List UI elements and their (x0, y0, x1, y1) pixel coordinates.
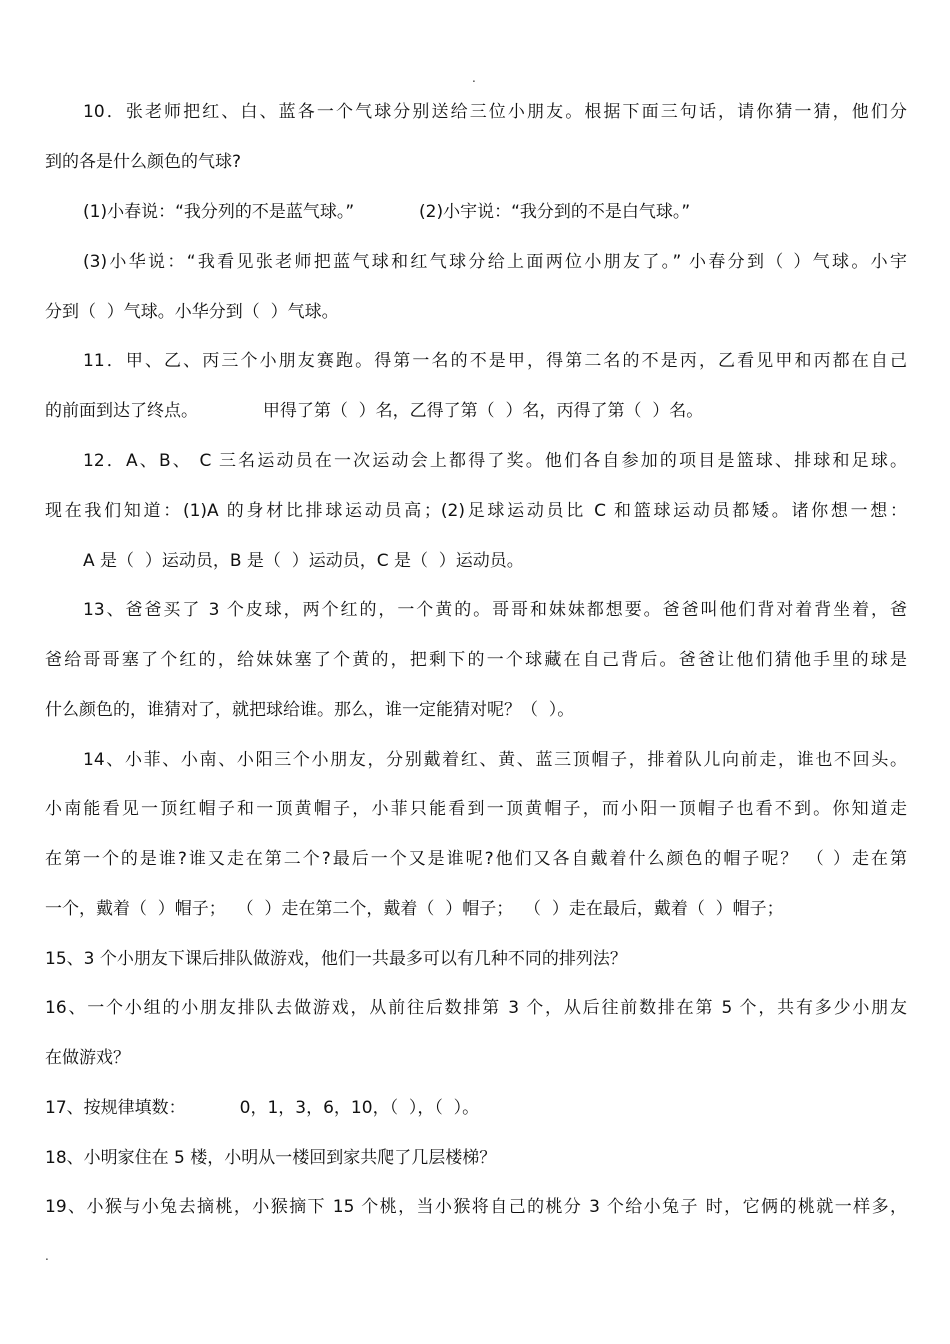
q12-line-2: 现在我们知道：(1)A 的身材比排球运动员高；(2)足球运动员比 C 和篮球运动员都矮。诸你想一想： (45, 501, 907, 521)
q14-line-1: 14、小菲、小南、小阳三个小朋友，分别戴着红、黄、蓝三顶帽子，排着队儿向前走，谁也不回头。 (83, 750, 907, 770)
q10-line-1: 10．张老师把红、白、蓝各一个气球分别送给三位小朋友。根据下面三句话，请你猜一猜，他们分 (83, 102, 907, 122)
q12-line-1: 12．A、B、 C 三名运动员在一次运动会上都得了奖。他们各自参加的项目是篮球、排球和足球。 (83, 451, 907, 471)
q14-line-3: 在第一个的是谁?谁又走在第二个?最后一个又是谁呢?他们又各自戴着什么颜色的帽子呢？ （ ）走在第 (45, 849, 907, 869)
q10-line-3: (1)小春说：“我分列的不是蓝气球。” (2)小宇说：“我分到的不是白气球。” (83, 202, 691, 222)
q15-line-1: 15、3 个小朋友下课后排队做游戏，他们一共最多可以有几种不同的排列法？ (45, 949, 627, 969)
q11-line-1: 11．甲、乙、丙三个小朋友赛跑。得第一名的不是甲，得第二名的不是丙，乙看见甲和丙都在自己 (83, 351, 907, 371)
q14-line-4: 一个，戴着（ ）帽子； （ ）走在第二个，戴着（ ）帽子； （ ）走在最后，戴着（ ）帽子； (45, 899, 784, 919)
page-footer-dot: . (45, 1249, 49, 1263)
q12-line-3: A 是（ ）运动员，B 是（ ）运动员，C 是（ ）运动员。 (83, 551, 524, 571)
q14-line-2: 小南能看见一顶红帽子和一顶黄帽子，小菲只能看到一顶黄帽子，而小阳一顶帽子也看不到。你知道走 (45, 799, 907, 819)
q13-line-1: 13、爸爸买了 3 个皮球，两个红的，一个黄的。哥哥和妹妹都想要。爸爸叫他们背对着背坐着，爸 (83, 600, 907, 620)
q19-line-1: 19、小猴与小兔去摘桃，小猴摘下 15 个桃，当小猴将自己的桃分 3 个给小兔子 时，它俩的桃就一样多， (45, 1197, 907, 1217)
q11-line-2: 的前面到达了终点。 甲得了第（ ）名，乙得了第（ ）名，丙得了第（ ）名。 (45, 401, 704, 421)
q13-line-2: 爸给哥哥塞了个红的，给妹妹塞了个黄的，把剩下的一个球藏在自己背后。爸爸让他们猜他手里的球是 (45, 650, 907, 670)
q10-line-5: 分到（ ）气球。小华分到（ ）气球。 (45, 302, 339, 322)
page-header-dot: . (472, 71, 476, 85)
q16-line-2: 在做游戏？ (45, 1048, 130, 1068)
q10-line-4: (3)小华说：“我看见张老师把蓝气球和红气球分给上面两位小朋友了。” 小春分到（ ）气球。小宇 (83, 252, 907, 272)
q18-line-1: 18、小明家住在 5 楼，小明从一楼回到家共爬了几层楼梯？ (45, 1148, 497, 1168)
q10-line-2: 到的各是什么颜色的气球? (45, 152, 242, 172)
q17-line-1: 17、按规律填数： 0，1，3，6，10，（ ），（ ）。 (45, 1098, 480, 1118)
q13-line-3: 什么颜色的，谁猜对了，就把球给谁。那么，谁一定能猜对呢？（ ）。 (45, 700, 575, 720)
q16-line-1: 16、一个小组的小朋友排队去做游戏，从前往后数排第 3 个，从后往前数排在第 5 个，共有多少小朋友 (45, 998, 907, 1018)
